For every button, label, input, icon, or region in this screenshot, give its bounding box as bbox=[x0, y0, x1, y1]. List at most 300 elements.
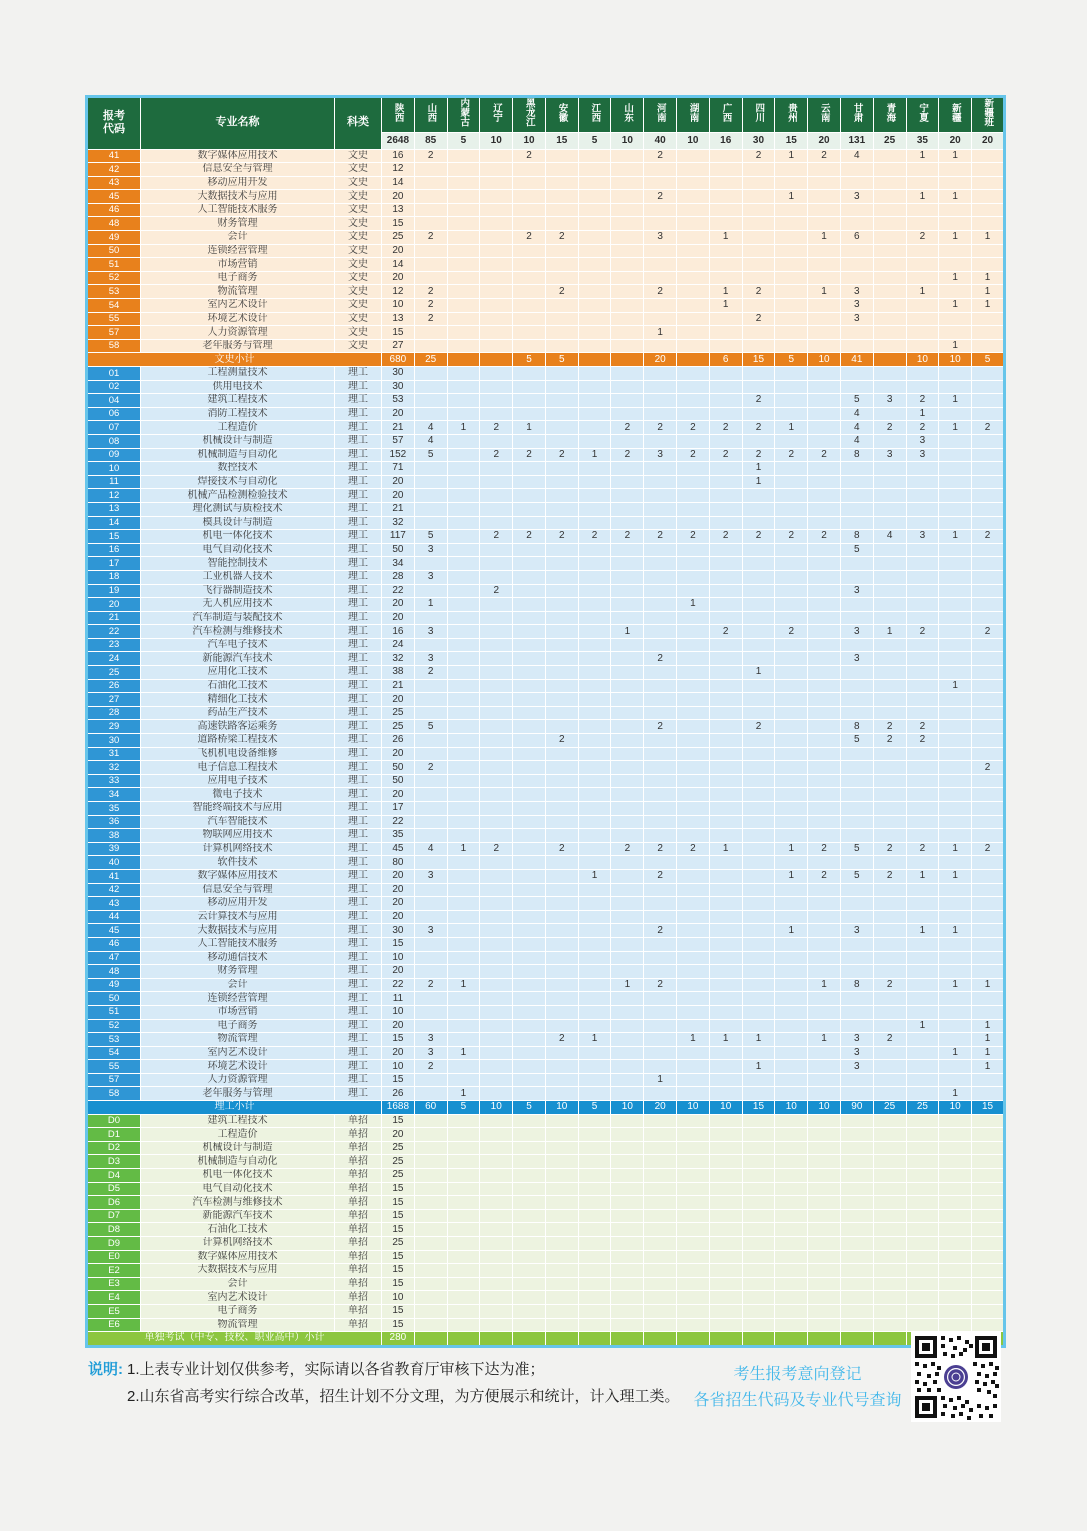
plan-count bbox=[545, 937, 578, 951]
plan-count bbox=[840, 1019, 873, 1033]
subtotal-count: 5 bbox=[545, 353, 578, 367]
plan-count bbox=[808, 1182, 841, 1196]
plan-count bbox=[808, 774, 841, 788]
major-name: 飞行器制造技术 bbox=[141, 584, 335, 598]
plan-count: 4 bbox=[840, 421, 873, 435]
plan-count bbox=[611, 1019, 644, 1033]
plan-count bbox=[611, 992, 644, 1006]
province-header: 云南 bbox=[808, 97, 841, 133]
plan-count bbox=[775, 1264, 808, 1278]
plan-count bbox=[644, 367, 677, 381]
plan-count bbox=[480, 312, 513, 326]
plan-count: 5 bbox=[840, 543, 873, 557]
plan-count bbox=[545, 407, 578, 421]
link-intent-registration[interactable]: 考生报考意向登记 bbox=[733, 1366, 862, 1383]
plan-count: 2 bbox=[709, 448, 742, 462]
plan-count bbox=[742, 1277, 775, 1291]
plan-count bbox=[644, 407, 677, 421]
plan-count bbox=[873, 475, 906, 489]
plan-count bbox=[775, 897, 808, 911]
plan-count bbox=[742, 1291, 775, 1305]
major-name: 机电一体化技术 bbox=[141, 1169, 335, 1183]
plan-count bbox=[742, 625, 775, 639]
plan-count bbox=[775, 1182, 808, 1196]
major-code: 29 bbox=[87, 720, 141, 734]
plan-count bbox=[677, 611, 710, 625]
plan-count bbox=[513, 434, 546, 448]
plan-count bbox=[578, 788, 611, 802]
plan-count: 1 bbox=[939, 1087, 972, 1101]
plan-count bbox=[578, 421, 611, 435]
subject-category: 理工 bbox=[335, 965, 382, 979]
plan-count: 20 bbox=[382, 190, 415, 204]
plan-count: 2 bbox=[480, 530, 513, 544]
plan-count bbox=[513, 829, 546, 843]
plan-count: 2 bbox=[873, 842, 906, 856]
plan-count: 2 bbox=[513, 231, 546, 245]
plan-count bbox=[513, 176, 546, 190]
plan-count bbox=[578, 625, 611, 639]
plan-count: 20 bbox=[382, 1128, 415, 1142]
plan-count bbox=[578, 285, 611, 299]
major-name: 汽车制造与装配技术 bbox=[141, 611, 335, 625]
plan-count bbox=[414, 747, 447, 761]
plan-count bbox=[447, 598, 480, 612]
plan-count: 1 bbox=[939, 271, 972, 285]
plan-count bbox=[906, 1196, 939, 1210]
plan-count bbox=[578, 1209, 611, 1223]
plan-count bbox=[480, 1250, 513, 1264]
plan-count bbox=[873, 666, 906, 680]
plan-count bbox=[513, 1169, 546, 1183]
major-name: 微电子技术 bbox=[141, 788, 335, 802]
plan-count bbox=[972, 1169, 1005, 1183]
major-name: 信息安全与管理 bbox=[141, 883, 335, 897]
plan-count: 21 bbox=[382, 502, 415, 516]
major-row bbox=[87, 1128, 1005, 1142]
plan-count bbox=[939, 693, 972, 707]
plan-count: 1 bbox=[775, 924, 808, 938]
plan-count bbox=[742, 652, 775, 666]
major-name: 大数据技术与应用 bbox=[141, 190, 335, 204]
subtotal-count bbox=[414, 1332, 447, 1347]
plan-count bbox=[840, 1277, 873, 1291]
plan-count bbox=[775, 1141, 808, 1155]
plan-count bbox=[545, 1155, 578, 1169]
province-header: 江西 bbox=[578, 97, 611, 133]
plan-count bbox=[742, 869, 775, 883]
plan-count: 22 bbox=[382, 978, 415, 992]
plan-count bbox=[939, 734, 972, 748]
plan-count bbox=[873, 1155, 906, 1169]
plan-count bbox=[447, 720, 480, 734]
plan-count: 3 bbox=[414, 869, 447, 883]
major-name: 药品生产技术 bbox=[141, 706, 335, 720]
plan-count: 5 bbox=[840, 734, 873, 748]
plan-count bbox=[414, 679, 447, 693]
plan-count: 1 bbox=[709, 285, 742, 299]
major-row bbox=[87, 1114, 1005, 1128]
plan-count: 2 bbox=[972, 625, 1005, 639]
plan-count bbox=[873, 1141, 906, 1155]
province-header: 内蒙古 bbox=[447, 97, 480, 133]
link-code-query[interactable]: 各省招生代码及专业代号查询 bbox=[693, 1391, 902, 1409]
plan-count bbox=[414, 1264, 447, 1278]
plan-count bbox=[578, 802, 611, 816]
plan-count bbox=[677, 489, 710, 503]
plan-count: 3 bbox=[906, 530, 939, 544]
plan-count bbox=[480, 1114, 513, 1128]
plan-count bbox=[677, 625, 710, 639]
plan-count bbox=[709, 584, 742, 598]
plan-count bbox=[840, 693, 873, 707]
plan-count bbox=[840, 475, 873, 489]
plan-count: 3 bbox=[414, 570, 447, 584]
plan-count bbox=[447, 747, 480, 761]
note-line-1: 1.上表专业计划仅供参考，实际请以各省教育厅审核下达为准； bbox=[127, 1361, 545, 1378]
plan-count bbox=[808, 367, 841, 381]
plan-count bbox=[742, 910, 775, 924]
major-row bbox=[87, 1073, 1005, 1087]
plan-count bbox=[513, 367, 546, 381]
plan-count bbox=[873, 965, 906, 979]
major-code: 57 bbox=[87, 326, 141, 340]
plan-count: 25 bbox=[382, 1141, 415, 1155]
subtotal-count: 5 bbox=[513, 353, 546, 367]
plan-count bbox=[972, 203, 1005, 217]
plan-count bbox=[677, 747, 710, 761]
major-row bbox=[87, 679, 1005, 693]
plan-count bbox=[545, 339, 578, 353]
plan-count bbox=[840, 666, 873, 680]
subject-category: 理工 bbox=[335, 448, 382, 462]
plan-count bbox=[677, 1005, 710, 1019]
plan-count bbox=[644, 1141, 677, 1155]
major-name: 云计算技术与应用 bbox=[141, 910, 335, 924]
plan-count bbox=[906, 339, 939, 353]
plan-count bbox=[873, 1264, 906, 1278]
plan-count bbox=[775, 1318, 808, 1332]
plan-count bbox=[742, 489, 775, 503]
plan-count bbox=[611, 937, 644, 951]
plan-count bbox=[578, 1128, 611, 1142]
plan-count bbox=[775, 978, 808, 992]
plan-count bbox=[906, 516, 939, 530]
enrollment-plan-table bbox=[85, 95, 1006, 1348]
plan-count: 2 bbox=[742, 149, 775, 163]
plan-count bbox=[644, 475, 677, 489]
plan-count bbox=[709, 1196, 742, 1210]
plan-count bbox=[709, 217, 742, 231]
plan-count bbox=[775, 475, 808, 489]
plan-count bbox=[644, 380, 677, 394]
subject-category: 理工 bbox=[335, 1073, 382, 1087]
major-name: 大数据技术与应用 bbox=[141, 1264, 335, 1278]
major-row bbox=[87, 543, 1005, 557]
major-row bbox=[87, 299, 1005, 313]
plan-count bbox=[873, 802, 906, 816]
subtotal-count bbox=[611, 353, 644, 367]
plan-count bbox=[742, 978, 775, 992]
plan-count bbox=[906, 747, 939, 761]
major-name: 电子信息工程技术 bbox=[141, 761, 335, 775]
plan-count bbox=[939, 1196, 972, 1210]
plan-count bbox=[775, 1046, 808, 1060]
plan-count bbox=[972, 380, 1005, 394]
plan-count bbox=[775, 761, 808, 775]
plan-count: 1 bbox=[447, 842, 480, 856]
plan-count bbox=[513, 598, 546, 612]
plan-count bbox=[578, 244, 611, 258]
major-name: 智能终端技术与应用 bbox=[141, 802, 335, 816]
plan-count bbox=[808, 462, 841, 476]
plan-count bbox=[480, 951, 513, 965]
plan-count bbox=[513, 965, 546, 979]
subject-category: 文史 bbox=[335, 312, 382, 326]
plan-count bbox=[742, 965, 775, 979]
plan-count bbox=[644, 693, 677, 707]
major-name: 电子商务 bbox=[141, 1019, 335, 1033]
major-row bbox=[87, 312, 1005, 326]
plan-count: 3 bbox=[644, 448, 677, 462]
plan-count: 2 bbox=[644, 978, 677, 992]
plan-count bbox=[480, 176, 513, 190]
plan-count: 24 bbox=[382, 638, 415, 652]
major-row bbox=[87, 611, 1005, 625]
major-row bbox=[87, 856, 1005, 870]
subtotal-count: 1688 bbox=[382, 1101, 415, 1115]
plan-count bbox=[840, 326, 873, 340]
major-code: E2 bbox=[87, 1264, 141, 1278]
plan-count: 3 bbox=[840, 312, 873, 326]
plan-count bbox=[545, 638, 578, 652]
subject-category: 理工 bbox=[335, 1005, 382, 1019]
plan-count bbox=[447, 815, 480, 829]
plan-count bbox=[578, 897, 611, 911]
plan-count bbox=[742, 516, 775, 530]
province-total: 10 bbox=[513, 132, 546, 149]
plan-count bbox=[677, 1318, 710, 1332]
plan-count bbox=[513, 883, 546, 897]
plan-count bbox=[480, 1141, 513, 1155]
plan-count: 2 bbox=[611, 448, 644, 462]
plan-count bbox=[578, 992, 611, 1006]
plan-count bbox=[840, 489, 873, 503]
plan-count bbox=[545, 271, 578, 285]
subject-category: 理工 bbox=[335, 842, 382, 856]
plan-count bbox=[677, 475, 710, 489]
plan-count bbox=[939, 1304, 972, 1318]
plan-count bbox=[775, 1277, 808, 1291]
plan-count bbox=[414, 951, 447, 965]
plan-count: 2 bbox=[873, 421, 906, 435]
major-name: 焊接技术与自动化 bbox=[141, 475, 335, 489]
subtotal-count: 5 bbox=[775, 353, 808, 367]
plan-count: 2 bbox=[808, 842, 841, 856]
plan-count bbox=[447, 448, 480, 462]
plan-count bbox=[480, 1169, 513, 1183]
plan-count bbox=[775, 1033, 808, 1047]
major-row bbox=[87, 271, 1005, 285]
plan-count bbox=[808, 666, 841, 680]
plan-count bbox=[906, 462, 939, 476]
plan-count: 3 bbox=[840, 1046, 873, 1060]
plan-count bbox=[447, 285, 480, 299]
plan-count bbox=[808, 312, 841, 326]
plan-count bbox=[775, 285, 808, 299]
plan-count bbox=[644, 638, 677, 652]
plan-count: 15 bbox=[382, 1304, 415, 1318]
plan-count bbox=[513, 1237, 546, 1251]
plan-count bbox=[873, 910, 906, 924]
plan-count bbox=[939, 1019, 972, 1033]
major-name: 智能控制技术 bbox=[141, 557, 335, 571]
plan-count bbox=[906, 611, 939, 625]
plan-count bbox=[873, 570, 906, 584]
major-name: 道路桥梁工程技术 bbox=[141, 734, 335, 748]
plan-count bbox=[873, 244, 906, 258]
plan-count bbox=[939, 326, 972, 340]
plan-count bbox=[939, 1060, 972, 1074]
plan-count: 2 bbox=[808, 530, 841, 544]
major-name: 室内艺术设计 bbox=[141, 299, 335, 313]
subject-category: 理工 bbox=[335, 570, 382, 584]
plan-count bbox=[513, 720, 546, 734]
subject-category: 单招 bbox=[335, 1291, 382, 1305]
major-row bbox=[87, 448, 1005, 462]
plan-count: 3 bbox=[840, 584, 873, 598]
plan-count bbox=[939, 965, 972, 979]
plan-count bbox=[742, 734, 775, 748]
plan-count bbox=[644, 1046, 677, 1060]
subject-category: 理工 bbox=[335, 802, 382, 816]
plan-count bbox=[808, 258, 841, 272]
plan-count bbox=[808, 1318, 841, 1332]
plan-count bbox=[742, 1237, 775, 1251]
plan-count bbox=[939, 1223, 972, 1237]
plan-count bbox=[414, 937, 447, 951]
plan-count bbox=[709, 176, 742, 190]
plan-count: 26 bbox=[382, 1087, 415, 1101]
subtotal-count: 20 bbox=[644, 353, 677, 367]
plan-count bbox=[447, 380, 480, 394]
major-name: 老年服务与管理 bbox=[141, 339, 335, 353]
plan-count bbox=[742, 1318, 775, 1332]
plan-count bbox=[414, 734, 447, 748]
plan-count bbox=[939, 883, 972, 897]
major-code: 06 bbox=[87, 407, 141, 421]
province-total: 20 bbox=[939, 132, 972, 149]
subject-category: 文史 bbox=[335, 203, 382, 217]
plan-count: 1 bbox=[808, 1033, 841, 1047]
plan-count: 2 bbox=[873, 978, 906, 992]
plan-count bbox=[775, 652, 808, 666]
plan-count bbox=[709, 543, 742, 557]
plan-count bbox=[709, 856, 742, 870]
plan-count bbox=[775, 693, 808, 707]
plan-count bbox=[742, 1019, 775, 1033]
plan-count bbox=[775, 1019, 808, 1033]
plan-count bbox=[611, 788, 644, 802]
plan-count: 1 bbox=[939, 421, 972, 435]
plan-count bbox=[480, 693, 513, 707]
plan-count bbox=[578, 516, 611, 530]
plan-count bbox=[709, 1318, 742, 1332]
major-row bbox=[87, 163, 1005, 177]
plan-count: 2 bbox=[742, 312, 775, 326]
plan-count bbox=[545, 611, 578, 625]
subject-category: 理工 bbox=[335, 1087, 382, 1101]
plan-count bbox=[513, 638, 546, 652]
plan-count bbox=[873, 299, 906, 313]
plan-count bbox=[513, 258, 546, 272]
plan-count: 2 bbox=[873, 1033, 906, 1047]
plan-count bbox=[644, 1182, 677, 1196]
plan-count bbox=[513, 788, 546, 802]
plan-count bbox=[545, 829, 578, 843]
plan-count: 1 bbox=[906, 869, 939, 883]
plan-count: 22 bbox=[382, 815, 415, 829]
plan-count bbox=[611, 380, 644, 394]
plan-count: 26 bbox=[382, 734, 415, 748]
plan-count bbox=[611, 1223, 644, 1237]
plan-count bbox=[972, 1304, 1005, 1318]
plan-count bbox=[873, 489, 906, 503]
plan-count bbox=[611, 149, 644, 163]
plan-count bbox=[677, 1019, 710, 1033]
plan-count bbox=[513, 203, 546, 217]
subject-category: 理工 bbox=[335, 611, 382, 625]
plan-count bbox=[873, 1277, 906, 1291]
subtotal-count bbox=[775, 1332, 808, 1347]
header-application-code: 报考代码 bbox=[87, 97, 141, 150]
major-row bbox=[87, 1046, 1005, 1060]
plan-count: 4 bbox=[840, 434, 873, 448]
qr-code bbox=[911, 1332, 1001, 1422]
plan-count bbox=[906, 584, 939, 598]
plan-count: 16 bbox=[382, 149, 415, 163]
plan-count bbox=[775, 1128, 808, 1142]
plan-count: 10 bbox=[382, 1291, 415, 1305]
plan-count bbox=[611, 176, 644, 190]
subject-category: 文史 bbox=[335, 258, 382, 272]
plan-count bbox=[611, 1033, 644, 1047]
plan-count bbox=[972, 1087, 1005, 1101]
major-code: 22 bbox=[87, 625, 141, 639]
subtotal-row bbox=[87, 353, 1005, 367]
plan-count bbox=[775, 1291, 808, 1305]
plan-count bbox=[775, 489, 808, 503]
plan-count bbox=[709, 666, 742, 680]
plan-count: 25 bbox=[382, 720, 415, 734]
plan-count bbox=[545, 1141, 578, 1155]
subject-category: 文史 bbox=[335, 231, 382, 245]
plan-count bbox=[545, 244, 578, 258]
plan-count bbox=[578, 1318, 611, 1332]
plan-count: 1 bbox=[775, 421, 808, 435]
plan-count bbox=[939, 434, 972, 448]
plan-count: 1 bbox=[906, 285, 939, 299]
plan-count bbox=[709, 693, 742, 707]
plan-count bbox=[414, 502, 447, 516]
major-row bbox=[87, 897, 1005, 911]
major-name: 机械设计与制造 bbox=[141, 1141, 335, 1155]
plan-count bbox=[611, 693, 644, 707]
plan-count bbox=[578, 1196, 611, 1210]
plan-count bbox=[578, 652, 611, 666]
plan-count: 1 bbox=[709, 231, 742, 245]
plan-count bbox=[480, 965, 513, 979]
